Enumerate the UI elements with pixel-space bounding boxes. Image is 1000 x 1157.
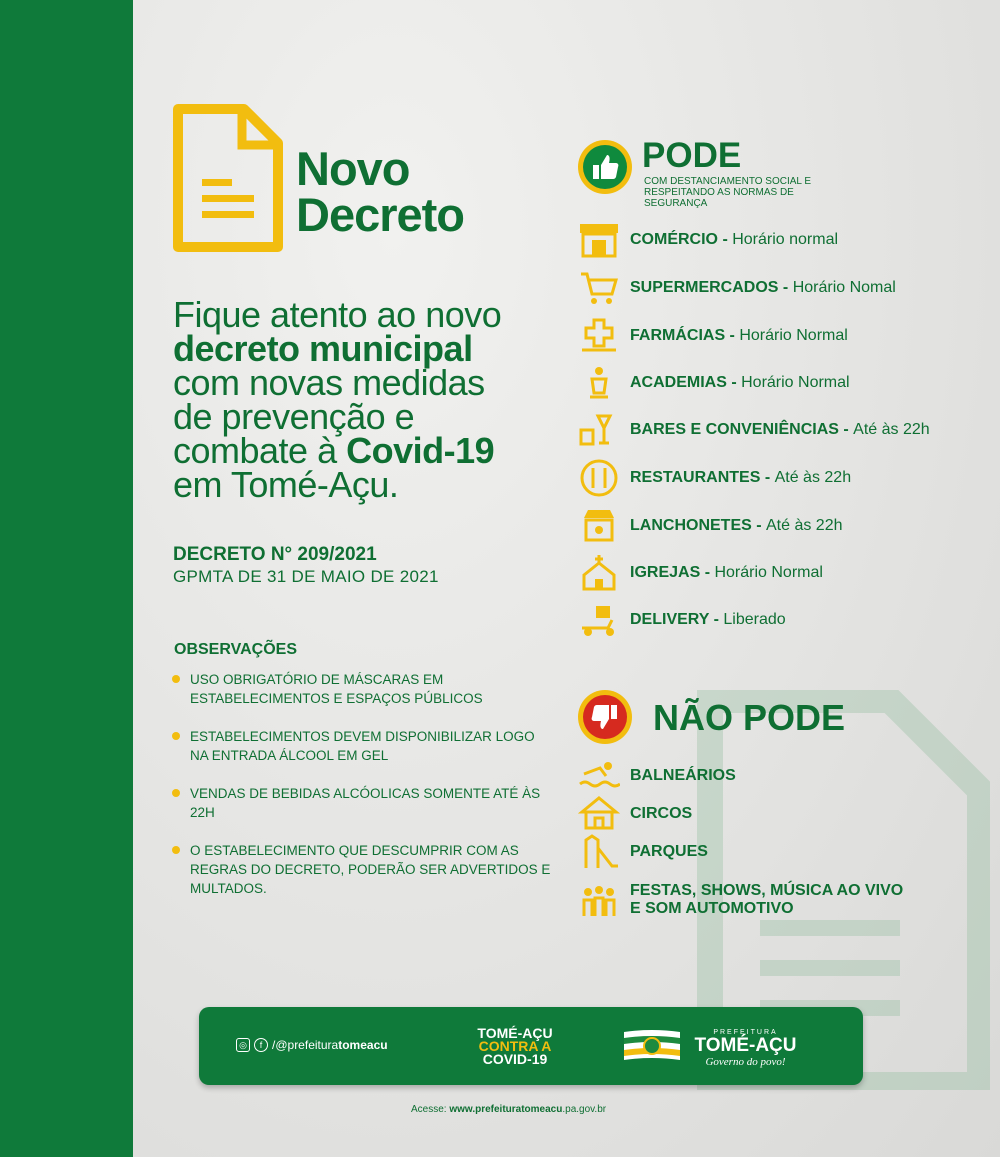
title-line-2: Decreto <box>296 188 465 241</box>
page-title <box>296 142 465 241</box>
item-detail: Horário Nomal <box>792 279 896 296</box>
observation-item <box>172 727 545 765</box>
item-name: FARMÁCIAS - <box>630 327 740 344</box>
nao-pode-title: NÃO PODE <box>653 697 846 738</box>
website-label: Acesse: <box>411 1104 450 1115</box>
item-name: CIRCOS <box>630 805 693 822</box>
social-handle[interactable] <box>236 1038 388 1052</box>
item-name: ACADEMIAS - <box>630 374 742 391</box>
campaign-line: CONTRA A <box>478 1038 552 1054</box>
observations-title: OBSERVAÇÕES <box>174 641 297 658</box>
observations-list <box>172 670 552 898</box>
decree-number: DECRETO N° 209/2021 <box>173 544 377 565</box>
document-icon <box>172 103 284 253</box>
campaign-logo <box>470 1027 560 1066</box>
thumbs-up-badge <box>578 140 632 194</box>
thumbs-down-badge <box>578 690 632 744</box>
municipal-flag-icon <box>622 1028 682 1064</box>
pode-item <box>578 363 850 403</box>
observation-item <box>172 841 560 898</box>
thumbs-up-icon <box>583 145 627 189</box>
bar-icon <box>578 410 620 450</box>
pode-item <box>578 506 843 546</box>
pode-item <box>578 553 823 593</box>
pode-item <box>578 316 848 356</box>
pode-item <box>578 600 786 640</box>
prefeitura-logo <box>688 1029 803 1068</box>
item-detail: Horário normal <box>732 231 839 248</box>
item-name: PARQUES <box>630 843 708 860</box>
item-detail: Horário Normal <box>739 327 848 344</box>
item-name: IGREJAS - <box>630 564 715 581</box>
website-rest[interactable]: .pa.gov.br <box>562 1104 607 1115</box>
restaurant-icon <box>578 458 620 498</box>
item-name: BARES E CONVENIÊNCIAS - <box>630 421 854 438</box>
party-icon <box>578 880 620 920</box>
item-detail: Horário Normal <box>741 374 850 391</box>
title-line-1: Novo <box>296 142 410 195</box>
pode-subtitle: COM DESTANCIAMENTO SOCIAL E RESPEITANDO AS NORMAS DE SEGURANÇA <box>644 176 812 209</box>
pode-item <box>578 410 930 450</box>
item-name: LANCHONETES - <box>630 517 766 534</box>
item-detail: Horário Normal <box>714 564 823 581</box>
intro-line: em Tomé-Açu. <box>173 464 399 505</box>
item-detail: Liberado <box>723 611 786 628</box>
observation-item <box>172 670 535 708</box>
item-name: E SOM AUTOMOTIVO <box>630 900 794 917</box>
observation-text: USO OBRIGATÓRIO DE MÁSCARAS EM ESTABELECIMENTOS E ESPAÇOS PÚBLICOS <box>190 672 483 706</box>
intro-covid-bold: Covid-19 <box>346 430 495 471</box>
item-name: SUPERMERCADOS - <box>630 279 793 296</box>
bullet-icon <box>172 789 180 797</box>
left-green-bar <box>0 0 133 1157</box>
circus-icon <box>578 794 620 834</box>
instagram-icon[interactable]: ◎ <box>236 1038 250 1052</box>
prefeitura-slogan: Governo do povo! <box>705 1056 786 1068</box>
item-name: RESTAURANTES - <box>630 469 775 486</box>
store-icon <box>578 220 620 260</box>
item-name: COMÉRCIO - <box>630 231 733 248</box>
bullet-icon <box>172 675 180 683</box>
item-detail: Até às 22h <box>774 469 852 486</box>
thumbs-down-icon <box>583 695 627 739</box>
observation-item <box>172 784 550 822</box>
item-detail: Até às 22h <box>853 421 930 438</box>
pode-item <box>578 220 838 260</box>
prefeitura-label: PREFEITURA <box>713 1029 778 1036</box>
cart-icon <box>578 268 620 308</box>
pharmacy-icon <box>578 316 620 356</box>
item-name: FESTAS, SHOWS, MÚSICA AO VIVO <box>630 882 904 899</box>
website-link[interactable] <box>411 1104 606 1115</box>
nao-pode-item <box>578 832 708 872</box>
playground-icon <box>578 832 620 872</box>
item-name: BALNEÁRIOS <box>630 767 736 784</box>
observation-text: O ESTABELECIMENTO QUE DESCUMPRIR COM AS REGRAS DO DECRETO, PODERÃO SER ADVERTIDOS E MULTADOS. <box>190 843 551 896</box>
delivery-icon <box>578 600 620 640</box>
observation-text: ESTABELECIMENTOS DEVEM DISPONIBILIZAR LOGO NA ENTRADA ÁLCOOL EM GEL <box>190 729 535 763</box>
social-handle-prefix: /@prefeitura <box>272 1038 339 1052</box>
item-detail: Até às 22h <box>766 517 843 534</box>
intro-text <box>173 294 553 505</box>
intro-line: de prevenção e <box>173 396 415 437</box>
bullet-icon <box>172 732 180 740</box>
bullet-icon <box>172 846 180 854</box>
gym-icon <box>578 363 620 403</box>
campaign-line: COVID-19 <box>482 1051 548 1067</box>
website-bold[interactable]: www.prefeituratomeacu <box>449 1104 563 1115</box>
church-icon <box>578 553 620 593</box>
facebook-icon[interactable]: f <box>254 1038 268 1052</box>
item-name: DELIVERY - <box>630 611 724 628</box>
observation-text: VENDAS DE BEBIDAS ALCÓOLICAS SOMENTE ATÉ ÀS 22H <box>190 786 541 820</box>
decree-date: GPMTA DE 31 DE MAIO DE 2021 <box>173 567 439 586</box>
intro-line: Fique atento ao novo <box>173 294 502 335</box>
intro-line: combate à <box>173 430 347 471</box>
social-handle-bold: tomeacu <box>338 1038 388 1052</box>
snack-bar-icon <box>578 506 620 546</box>
pode-title: PODE <box>642 136 742 175</box>
campaign-line: TOMÉ-AÇU <box>477 1025 553 1041</box>
nao-pode-item <box>578 878 903 922</box>
nao-pode-item <box>578 756 736 796</box>
swimming-icon <box>578 756 620 796</box>
prefeitura-name: TOMÉ-AÇU <box>694 1035 797 1056</box>
intro-line-bold: decreto municipal <box>173 328 473 369</box>
nao-pode-item <box>578 794 692 834</box>
decree-info <box>173 544 439 587</box>
pode-item <box>578 268 896 308</box>
pode-item <box>578 458 851 498</box>
intro-line: com novas medidas <box>173 362 485 403</box>
